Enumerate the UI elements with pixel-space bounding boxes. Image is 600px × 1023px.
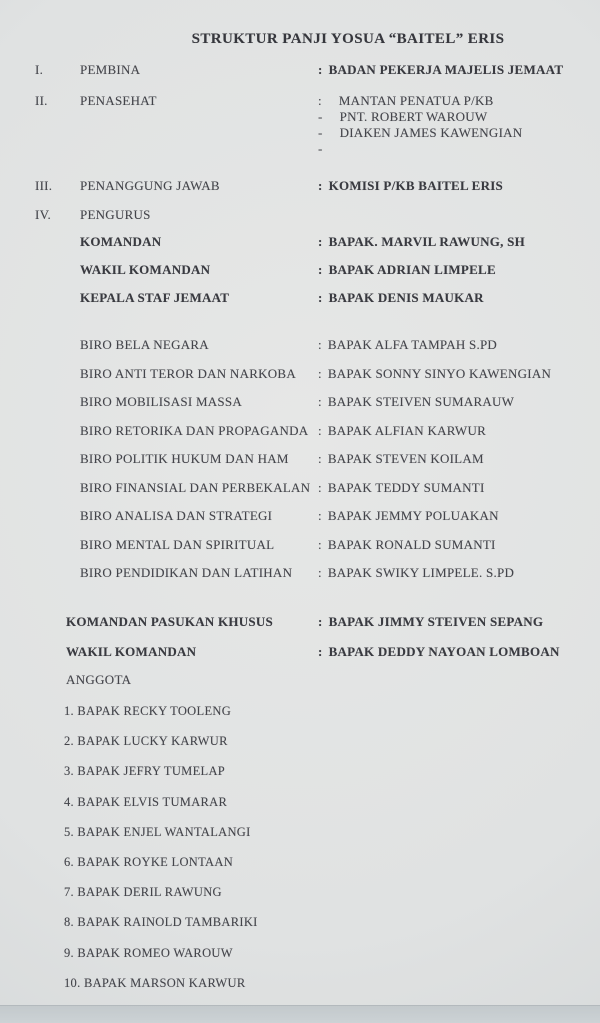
roman-numeral: II. — [35, 93, 48, 108]
roman-numeral: III. — [35, 178, 53, 193]
position-label: WAKIL KOMANDAN — [80, 262, 211, 277]
page-title: STRUKTUR PANJI YOSUA “BAITEL” ERIS — [191, 31, 505, 47]
position-value — [318, 537, 600, 553]
value-prefix: : — [318, 451, 322, 466]
value-prefix: : — [318, 93, 322, 108]
value-text: BAPAK STEVEN KOILAM — [327, 451, 484, 466]
roman-section-row — [0, 207, 600, 223]
section-label: PENASEHAT — [80, 93, 157, 108]
roman-section-cells — [0, 178, 600, 194]
position-label: BIRO ANALISA DAN STRATEGI — [80, 508, 273, 523]
birorow-row — [0, 565, 600, 581]
roman-section-row — [0, 93, 600, 157]
birorow-cells — [0, 451, 600, 467]
member-list-item: 8. BAPAK RAINOLD TAMBARIKI — [64, 915, 258, 929]
position-label: BIRO POLITIK HUKUM DAN HAM — [80, 451, 289, 466]
value-prefix: - — [318, 109, 323, 124]
member-list-item: 10. BAPAK MARSON KARWUR — [64, 976, 246, 990]
value-prefix: : — [318, 614, 323, 629]
value-line — [318, 109, 600, 125]
position-label: BIRO MENTAL DAN SPIRITUAL — [80, 537, 275, 552]
value-prefix: - — [318, 125, 323, 140]
roman-section-row — [0, 62, 600, 78]
value-prefix: : — [318, 62, 323, 77]
birorow-cells — [0, 480, 600, 496]
value-text: BAPAK STEIVEN SUMARAUW — [327, 394, 515, 409]
value-line — [318, 141, 600, 157]
member-list-item: 4. BAPAK ELVIS TUMARAR — [64, 795, 228, 809]
member-list-item: 6. BAPAK ROYKE LONTAAN — [64, 855, 234, 869]
value-text: DIAKEN JAMES KAWENGIAN — [339, 125, 523, 140]
roman-section-row — [0, 178, 600, 194]
section-values — [318, 93, 600, 157]
specialrow-cells — [0, 614, 600, 630]
position-value — [318, 290, 600, 306]
value-prefix: : — [318, 234, 323, 249]
position-value — [318, 644, 600, 660]
value-prefix: : — [318, 394, 322, 409]
member-list-item: 1. BAPAK RECKY TOOLENG — [64, 704, 232, 718]
member-list-item: 5. BAPAK ENJEL WANTALANGI — [64, 825, 251, 839]
position-value — [318, 480, 600, 496]
value-text: BAPAK ALFIAN KARWUR — [327, 423, 487, 438]
cmdrow-cells — [0, 290, 600, 306]
cmdrow-cells — [0, 262, 600, 278]
value-line — [318, 93, 600, 109]
value-text: BAPAK ALFA TAMPAH S.PD — [327, 337, 498, 352]
section-values — [318, 207, 600, 223]
position-value — [318, 423, 600, 439]
position-value — [318, 614, 600, 630]
section-values — [318, 178, 600, 194]
value-prefix: : — [318, 508, 322, 523]
value-text: BAPAK. MARVIL RAWUNG, SH — [328, 234, 525, 249]
value-prefix: - — [318, 141, 323, 156]
member-list-item: 3. BAPAK JEFRY TUMELAP — [64, 764, 226, 778]
position-value — [318, 394, 600, 410]
position-label: BIRO ANTI TEROR DAN NARKOBA — [80, 366, 296, 381]
birorow-row — [0, 508, 600, 524]
specialrow-cells — [0, 644, 600, 660]
member-list-item: 2. BAPAK LUCKY KARWUR — [64, 734, 228, 748]
position-label: BIRO PENDIDIKAN DAN LATIHAN — [80, 565, 293, 580]
birorow-cells — [0, 423, 600, 439]
value-text: BAPAK JEMMY POLUAKAN — [327, 508, 499, 523]
birorow-cells — [0, 366, 600, 382]
value-prefix: : — [318, 178, 323, 193]
roman-numeral: I. — [35, 62, 44, 77]
specialrow-row — [0, 644, 600, 660]
cmdrow-row — [0, 262, 600, 278]
roman-section-cells — [0, 62, 600, 78]
member-list-item: 7. BAPAK DERIL RAWUNG — [64, 885, 222, 899]
value-prefix: : — [318, 537, 322, 552]
birorow-row — [0, 451, 600, 467]
position-value — [318, 337, 600, 353]
section-label: PENGURUS — [80, 207, 151, 222]
value-line — [318, 125, 600, 141]
birorow-row — [0, 394, 600, 410]
position-label: KOMANDAN PASUKAN KHUSUS — [66, 614, 274, 629]
position-label: WAKIL KOMANDAN — [66, 644, 197, 659]
value-prefix: : — [318, 565, 322, 580]
specialrow-row — [0, 614, 600, 630]
value-line — [318, 178, 600, 194]
cmdrow-row — [0, 234, 600, 250]
value-text: BAPAK DENIS MAUKAR — [328, 290, 484, 305]
cmdrow-cells — [0, 234, 600, 250]
roman-section-cells — [0, 93, 600, 157]
birorow-row — [0, 423, 600, 439]
value-text: BAPAK TEDDY SUMANTI — [327, 480, 485, 495]
value-text: BAPAK SONNY SINYO KAWENGIAN — [327, 366, 552, 381]
value-text: MANTAN PENATUA P/KB — [338, 93, 494, 108]
value-text: BAPAK JIMMY STEIVEN SEPANG — [328, 614, 544, 629]
position-label: BIRO RETORIKA DAN PROPAGANDA — [80, 423, 309, 438]
value-prefix: : — [318, 366, 322, 381]
paper-bottom-edge — [0, 1005, 600, 1023]
value-prefix: : — [318, 337, 322, 352]
birorow-cells — [0, 565, 600, 581]
roman-numeral: IV. — [35, 207, 52, 222]
position-value — [318, 565, 600, 581]
section-values — [318, 62, 600, 78]
birorow-row — [0, 337, 600, 353]
birorow-row — [0, 366, 600, 382]
value-prefix: : — [318, 644, 323, 659]
cmdrow-row — [0, 290, 600, 306]
anggota-heading: ANGGOTA — [66, 672, 132, 687]
value-text: BAPAK DEDDY NAYOAN LOMBOAN — [328, 644, 560, 659]
value-prefix: : — [318, 262, 323, 277]
value-text: PNT. ROBERT WAROUW — [339, 109, 488, 124]
position-label: KOMANDAN — [80, 234, 162, 249]
value-text: BADAN PEKERJA MAJELIS JEMAAT — [328, 62, 564, 77]
position-value — [318, 508, 600, 524]
birorow-row — [0, 537, 600, 553]
value-text: BAPAK RONALD SUMANTI — [327, 537, 496, 552]
position-value — [318, 234, 600, 250]
birorow-cells — [0, 337, 600, 353]
value-prefix: : — [318, 290, 323, 305]
section-label: PENANGGUNG JAWAB — [80, 178, 220, 193]
value-text: BAPAK ADRIAN LIMPELE — [328, 262, 496, 277]
member-list-item: 9. BAPAK ROMEO WAROUW — [64, 946, 233, 960]
birorow-row — [0, 480, 600, 496]
section-label: PEMBINA — [80, 62, 141, 77]
value-prefix: : — [318, 423, 322, 438]
position-value — [318, 366, 600, 382]
birorow-cells — [0, 508, 600, 524]
value-text: BAPAK SWIKY LIMPELE. S.PD — [327, 565, 515, 580]
position-label: BIRO MOBILISASI MASSA — [80, 394, 242, 409]
value-line — [318, 62, 600, 78]
position-value — [318, 451, 600, 467]
position-label: KEPALA STAF JEMAAT — [80, 290, 230, 305]
value-prefix: : — [318, 480, 322, 495]
roman-section-cells — [0, 207, 600, 223]
position-label: BIRO BELA NEGARA — [80, 337, 209, 352]
birorow-cells — [0, 537, 600, 553]
birorow-cells — [0, 394, 600, 410]
position-label: BIRO FINANSIAL DAN PERBEKALAN — [80, 480, 311, 495]
value-text: KOMISI P/KB BAITEL ERIS — [328, 178, 504, 193]
position-value — [318, 262, 600, 278]
